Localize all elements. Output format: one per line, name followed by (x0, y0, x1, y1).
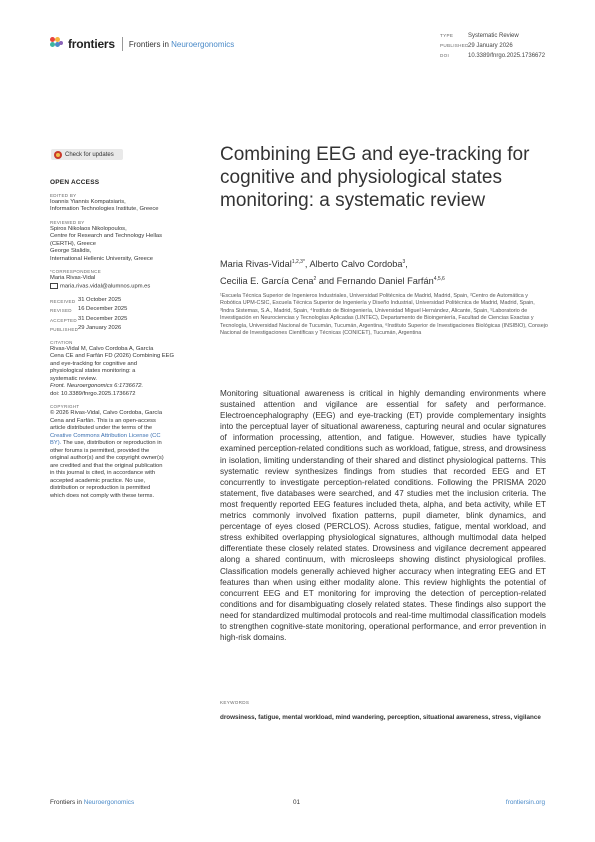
correspondence-email-row (50, 283, 200, 291)
footer-journal-prefix: Frontiers in (50, 799, 82, 806)
meta-key: DOI (440, 53, 450, 58)
sidebar (50, 179, 200, 500)
copyright-text (50, 410, 200, 500)
date-row (50, 325, 200, 334)
journal-prefix: Frontiers in (128, 39, 169, 49)
date-value: 31 October 2025 (78, 296, 122, 303)
date-row (50, 297, 200, 306)
author-name[interactable]: Maria Rivas-Vidal (220, 259, 292, 270)
author-separator: and (316, 276, 337, 287)
date-value: 16 December 2025 (78, 306, 128, 313)
author-name[interactable]: Alberto Calvo Cordoba (309, 259, 403, 270)
journal-name (129, 40, 234, 49)
citation-text: Rivas-Vidal M, Calvo Cordoba A, García Cena CE and Farfán FD (2026) Combining EEG and eye-tracking for cognitive and physiological states monitoring: a systematic review. (50, 345, 175, 382)
citation-journal: Front. Neuroergonomics 6:1736672. (50, 383, 144, 390)
author-separator: , (405, 259, 408, 270)
author-affiliation-marks: 3 (402, 259, 406, 265)
reviewed-by: Spiros Nikolaos Nikolopoulos, Centre for Research and Technology Hellas (CERTH), Greece George Stalidis, International Hellenic University, Greece (50, 225, 163, 262)
correspondence-email[interactable]: maria.rivas.vidal@alumnos.upm.es (60, 283, 151, 290)
article-meta (440, 31, 545, 61)
check-for-updates-button[interactable] (51, 149, 123, 160)
logo-text: frontiers (68, 37, 115, 51)
journal-logo[interactable] (50, 37, 234, 51)
citation-label: CITATION (50, 339, 73, 345)
date-key: RECEIVED (50, 298, 76, 304)
mail-icon (50, 283, 58, 289)
dates (50, 297, 200, 334)
reviewed-by-label: REVIEWED BY (50, 219, 85, 225)
meta-key: PUBLISHED (440, 43, 469, 48)
date-key: ACCEPTED (50, 317, 77, 323)
crossmark-icon (54, 151, 62, 159)
date-row (50, 316, 200, 325)
check-updates-label: Check for updates (65, 151, 114, 158)
date-row (50, 306, 200, 315)
open-access-label: OPEN ACCESS (50, 179, 100, 186)
abstract: Monitoring situational awareness is critical in highly demanding environments where sustained attention and vigilance are essential for safety and performance. Electroencephalography (EEG) and eye-tracking (ET) provide complementary insights into the perceptual layer of situational awareness, capturing neural and ocular signatures of information processing, attention, and fatigue. However, studies have typically examined perception-related conditions such as workload, fatigue, stress, and drowsiness in isolation, limiting understanding of their shared and distinct physiological patterns. This systematic review synthesizes findings from studies that recorded EEG and ET concurrently to investigate perception-related conditions. Following the PRISMA 2020 statement, five databases were searched, and 47 studies met the inclusion criteria. The most frequently reported EEG features included theta, alpha, and beta activity, while ET metrics commonly involved fixation patterns, pupil diameter, blink dynamics, and percentage of eyes closed (PERCLOS). Across studies, fatigue, mental workload, and stress exhibited overlapping physiological signatures, although multimodal data helped differentiate these closely related states. Drowsiness and vigilance decrement appeared along a shared continuum, with microsleeps showing distinct physiological profiles. Classification models generally achieved higher accuracy when integrating EEG and ET features than when using either modality alone. This review highlights the potential of concurrent EEG and ET monitoring for improving the detection of perception-related conditions and for disambiguating closely related states. These findings also support the need for standardized multimodal protocols and real-time multimodal classification models to strengthen cognitive-state monitoring, operational performance, and error prevention in high-risk domains. (220, 389, 546, 643)
date-key: PUBLISHED (50, 327, 79, 333)
copyright-label: COPYRIGHT (50, 404, 80, 410)
date-value: 29 January 2026 (78, 325, 122, 332)
frontiers-logo-icon (50, 37, 64, 51)
correspondence-label: *CORRESPONDENCE (50, 269, 102, 274)
logo-divider (122, 37, 123, 51)
citation-doi[interactable]: doi: 10.3389/fnrgo.2025.1736672 (50, 390, 136, 397)
journal-accent: Neuroergonomics (171, 39, 235, 49)
footer-journal (50, 799, 134, 806)
meta-doi (440, 51, 545, 61)
edited-by-label: EDITED BY (50, 192, 77, 198)
meta-value[interactable]: 10.3389/fnrgo.2025.1736672 (468, 53, 546, 59)
page-number: 01 (293, 799, 301, 806)
date-key: REVISED (50, 308, 72, 314)
copyright-part-1: © 2026 Rivas-Vidal, Calvo Cordoba, García Cena and Farfán. This is an open-access article distributed under the terms of the (50, 410, 163, 432)
edited-by: Ioannis Yiannis Kompatsiaris, Information Technologies Institute, Greece (50, 198, 159, 212)
author-list (220, 255, 550, 289)
meta-published (440, 41, 545, 51)
author-name[interactable]: Cecilia E. García Cena (220, 276, 314, 287)
footer-journal-accent: Neuroergonomics (83, 799, 135, 806)
author-separator: , (304, 259, 310, 270)
author-affiliation-marks: 2 (313, 276, 317, 283)
meta-value: 29 January 2026 (468, 43, 513, 49)
affiliations: ¹Escuela Técnica Superior de Ingenieros Industriales, Universidad Politécnica de Madrid, Madrid, Spain, ²Centro de Automática y Robótica UPM-CSIC, Escuela Técnica Superior de Ingeniería y Diseño Industrial, Universidad Politécnica de Madrid, Madrid, Spain, ³Indra Sistemas, S.A., Madrid, Spain, ⁴Instituto de Bioingeniería, Universidad Miguel Hernández, Alicante, Spain, ⁵Laboratorio de Investigación en Neurociencias y Tecnologías Aplicadas (LINTEC), Departamento de Bioingeniería, Facultad de Ciencias Exactas y Tecnología, Universidad Nacional de Tucumán, Tucumán, Argentina, ⁶Instituto Superior de Investigaciones Biológicas (INSIBIO), Consejo Nacional de Investigaciones Científicas y Técnicas (CONICET), Tucumán, Argentina (220, 293, 548, 337)
date-value: 31 December 2025 (78, 315, 128, 322)
footer-site-link[interactable]: frontiersin.org (505, 799, 545, 806)
keywords: drowsiness, fatigue, mental workload, mind wandering, perception, situational awareness, stress, vigilance (220, 714, 541, 721)
author-name[interactable]: Fernando Daniel Farfán (336, 276, 434, 287)
correspondence-name: Maria Rivas-Vidal (50, 275, 96, 281)
meta-value: Systematic Review (468, 33, 519, 39)
copyright-part-2: The use, distribution or reproduction in other forums is permitted, provided the original author(s) and the copyright owner(s) are credited and that the original publication in this journal is cited, in accordance with accepted academic practice. No use, distribution or reproduction is permitted which does not comply with these terms. (50, 440, 164, 499)
article-title: Combining EEG and eye-tracking for cognitive and physiological states monitoring: a systematic review (220, 144, 530, 211)
cc-license-link[interactable]: Creative Commons Attribution License (CC BY). (50, 432, 161, 447)
author-affiliation-marks: 4,5,6 (433, 276, 445, 283)
keywords-label: KEYWORDS (220, 700, 250, 705)
meta-key: TYPE (440, 33, 454, 38)
author-affiliation-marks: 1,2,3* (291, 259, 305, 265)
meta-type (440, 31, 545, 41)
